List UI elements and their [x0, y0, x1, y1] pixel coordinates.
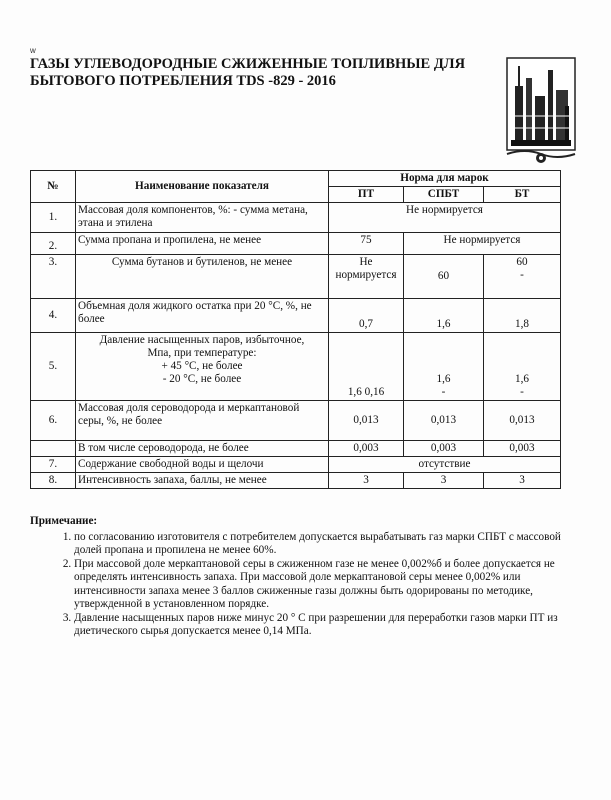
table-row	[31, 457, 561, 473]
value-bt: 0,013	[484, 401, 561, 441]
value-bt: 0,003	[484, 441, 561, 457]
value-pt: 0,003	[329, 441, 404, 457]
note-item: 1. по согласованию изготовителя с потребителем допускается вырабатывать газ марки СПБТ с массовой долей пропана и пропилена не менее 60%.	[74, 531, 590, 558]
notes-title: Примечание:	[30, 515, 98, 527]
value-pt: 0,013	[329, 401, 404, 441]
merged-value: Не нормируется	[329, 203, 561, 233]
value-spbt: 1,6	[404, 299, 484, 333]
value-spbt: 0,003	[404, 441, 484, 457]
col-name-header: Наименование показателя	[76, 171, 329, 203]
note-item: 3. Давление насыщенных паров ниже минус 20 ° С при разрешении для переработки газов марки ПТ из диетического сырья допускается менее 0,14 МПа.	[74, 612, 590, 639]
row-number	[31, 441, 76, 457]
row-name: Массовая доля сероводорода и меркаптановой серы, %, не более	[76, 401, 329, 441]
value-bt-dash: -	[520, 269, 524, 281]
value-spbt-text: 1,6	[436, 373, 451, 385]
row-name: В том числе сероводорода, не более	[76, 441, 329, 457]
grade-spbt-header: СПБТ	[404, 187, 484, 203]
table-row	[31, 441, 561, 457]
col-number-header: №	[31, 171, 76, 203]
table-row	[31, 401, 561, 441]
row-name: Сумма пропана и пропилена, не менее	[76, 233, 329, 255]
row-name-line: Давление насыщенных паров, избыточное,	[99, 334, 305, 346]
row-name	[76, 333, 329, 401]
row-name-line: Мпа, при температуре:	[147, 347, 257, 359]
value-pt: 3	[329, 473, 404, 489]
value-bt: 1,8	[484, 299, 561, 333]
row-number: 7.	[31, 457, 76, 473]
value-bt: 3	[484, 473, 561, 489]
value-pt: Не нормируется	[329, 255, 404, 299]
note-item: 2. При массовой доле меркаптановой серы в сжиженном газе не менее 0,002%б и более допускается не определять интенсивность запаха. При массовой доле меркаптановой серы менее 0,002% или интенсивности запаха менее 3 баллов сжиженные газы должны быть одорированы по методике, утвержденной в установленном порядке.	[74, 558, 590, 612]
row-name-line: - 20 °С, не более	[162, 373, 242, 385]
row-name: Сумма бутанов и бутиленов, не менее	[76, 255, 329, 299]
row-name-line: + 45 °С, не более	[161, 360, 243, 372]
row-number: 2.	[31, 233, 76, 255]
merged-value: Не нормируется	[404, 233, 561, 255]
table-row	[31, 255, 561, 299]
value-bt-text: 1,6	[515, 373, 529, 385]
value-bt	[484, 333, 561, 401]
document-title: ГАЗЫ УГЛЕВОДОРОДНЫЕ СЖИЖЕННЫЕ ТОПЛИВНЫЕ ДЛЯ БЫТОВОГО ПОТРЕБЛЕНИЯ TDS -829 - 2016	[30, 56, 466, 89]
table-row	[31, 333, 561, 401]
row-number: 5.	[31, 333, 76, 401]
table-row	[31, 233, 561, 255]
table-row	[31, 473, 561, 489]
value-spbt: 0,013	[404, 401, 484, 441]
value-spbt-text: 60	[437, 270, 450, 282]
value-pt: 1,6 0,16	[329, 333, 404, 401]
row-number: 4.	[31, 299, 76, 333]
value-spbt: 3	[404, 473, 484, 489]
notes-list	[30, 531, 590, 639]
row-name: Объемная доля жидкого остатка при 20 °С, %, не более	[76, 299, 329, 333]
row-number: 6.	[31, 401, 76, 441]
merged-value: отсутствие	[329, 457, 561, 473]
value-bt	[484, 255, 561, 299]
row-name: Содержание свободной воды и щелочи	[76, 457, 329, 473]
value-spbt-dash: -	[441, 386, 446, 398]
row-number: 8.	[31, 473, 76, 489]
value-bt-dash: -	[520, 386, 524, 398]
table-header-row	[31, 171, 561, 187]
grade-bt-header: БТ	[484, 187, 561, 203]
table-row	[31, 203, 561, 233]
row-number: 3.	[31, 255, 76, 299]
value-spbt	[404, 333, 484, 401]
notes-section	[30, 515, 590, 639]
table-row	[31, 299, 561, 333]
row-name: Массовая доля компонентов, %: - сумма метана, этана и этилена	[76, 203, 329, 233]
col-norm-header: Норма для марок	[329, 171, 561, 187]
specification-table	[30, 170, 561, 489]
value-pt: 0,7	[329, 299, 404, 333]
row-name: Интенсивность запаха, баллы, не менее	[76, 473, 329, 489]
grade-pt-header: ПТ	[329, 187, 404, 203]
row-number: 1.	[31, 203, 76, 233]
corner-mark: w	[30, 46, 36, 55]
refinery-logo-icon	[505, 56, 577, 166]
value-spbt	[404, 255, 484, 299]
value-pt: 75	[329, 233, 404, 255]
value-bt-text: 60	[516, 256, 528, 268]
